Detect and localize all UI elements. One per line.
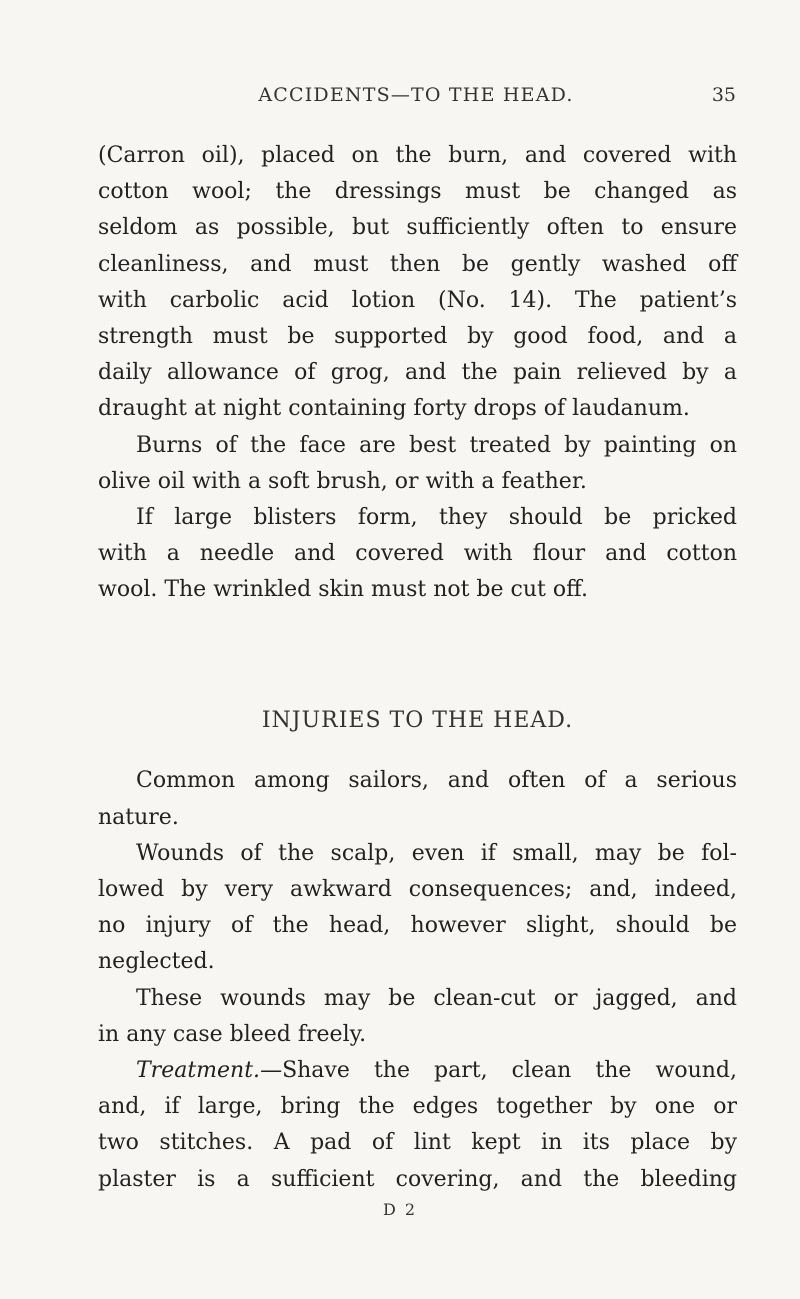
text-line: two stitches. A pad of lint kept in its place by [98, 1130, 737, 1156]
text-line: wool. The wrinkled skin must not be cut off. [98, 577, 588, 603]
text-line: daily allowance of grog, and the pain relieved by a [98, 360, 737, 386]
text-line [98, 1053, 737, 1089]
text-line: no injury of the head, however slight, should be [98, 913, 737, 939]
page-number: 35 [711, 84, 736, 106]
text-line: Common among sailors, and often of a serious [136, 768, 737, 794]
text-line: lowed by very awkward consequences; and, indeed, [98, 877, 737, 902]
spacer [98, 739, 737, 763]
text-line: with carbolic acid lotion (No. 14). The patient’s [98, 287, 737, 313]
section-heading: INJURIES TO THE HEAD. [261, 708, 574, 734]
text-line: nature. [98, 804, 179, 830]
text-line: in any case bleed freely. [98, 1021, 367, 1047]
text-line: and, if large, bring the edges together by one or [98, 1094, 737, 1120]
text-line: Burns of the face are best treated by painting on [136, 432, 737, 458]
text-line: strength must be supported by good food, and a [98, 323, 737, 349]
text-line: plaster is a sufficient covering, and the bleeding [98, 1166, 737, 1192]
signature-mark: D 2 [382, 1200, 418, 1219]
running-head [96, 84, 736, 110]
text-line: draught at night containing forty drops of laudanum. [98, 396, 690, 422]
treatment-text: —Shave the part, clean the wound, [260, 1057, 737, 1083]
text-line: cleanliness, and must then be gently washed off [98, 251, 737, 277]
text-line: If large blisters form, they should be pricked [136, 504, 737, 530]
treatment-label: Treatment. [136, 1057, 261, 1083]
text-line: seldom as possible, but sufficiently often to ensure [98, 215, 737, 241]
text-line: olive oil with a soft brush, or with a feather. [98, 468, 587, 494]
text-line: with a needle and covered with flour and cotton [98, 541, 737, 567]
body-text [98, 138, 737, 1198]
running-title: ACCIDENTS—TO THE HEAD. [258, 84, 574, 106]
text-line: cotton wool; the dressings must be changed as [98, 179, 737, 205]
text-line: neglected. [98, 949, 215, 975]
text-line: Wounds of the scalp, even if small, may be fol- [136, 840, 737, 866]
text-line: (Carron oil), placed on the burn, and covered with [98, 143, 737, 168]
spacer [98, 608, 737, 703]
text-line: These wounds may be clean-cut or jagged, and [136, 985, 737, 1011]
